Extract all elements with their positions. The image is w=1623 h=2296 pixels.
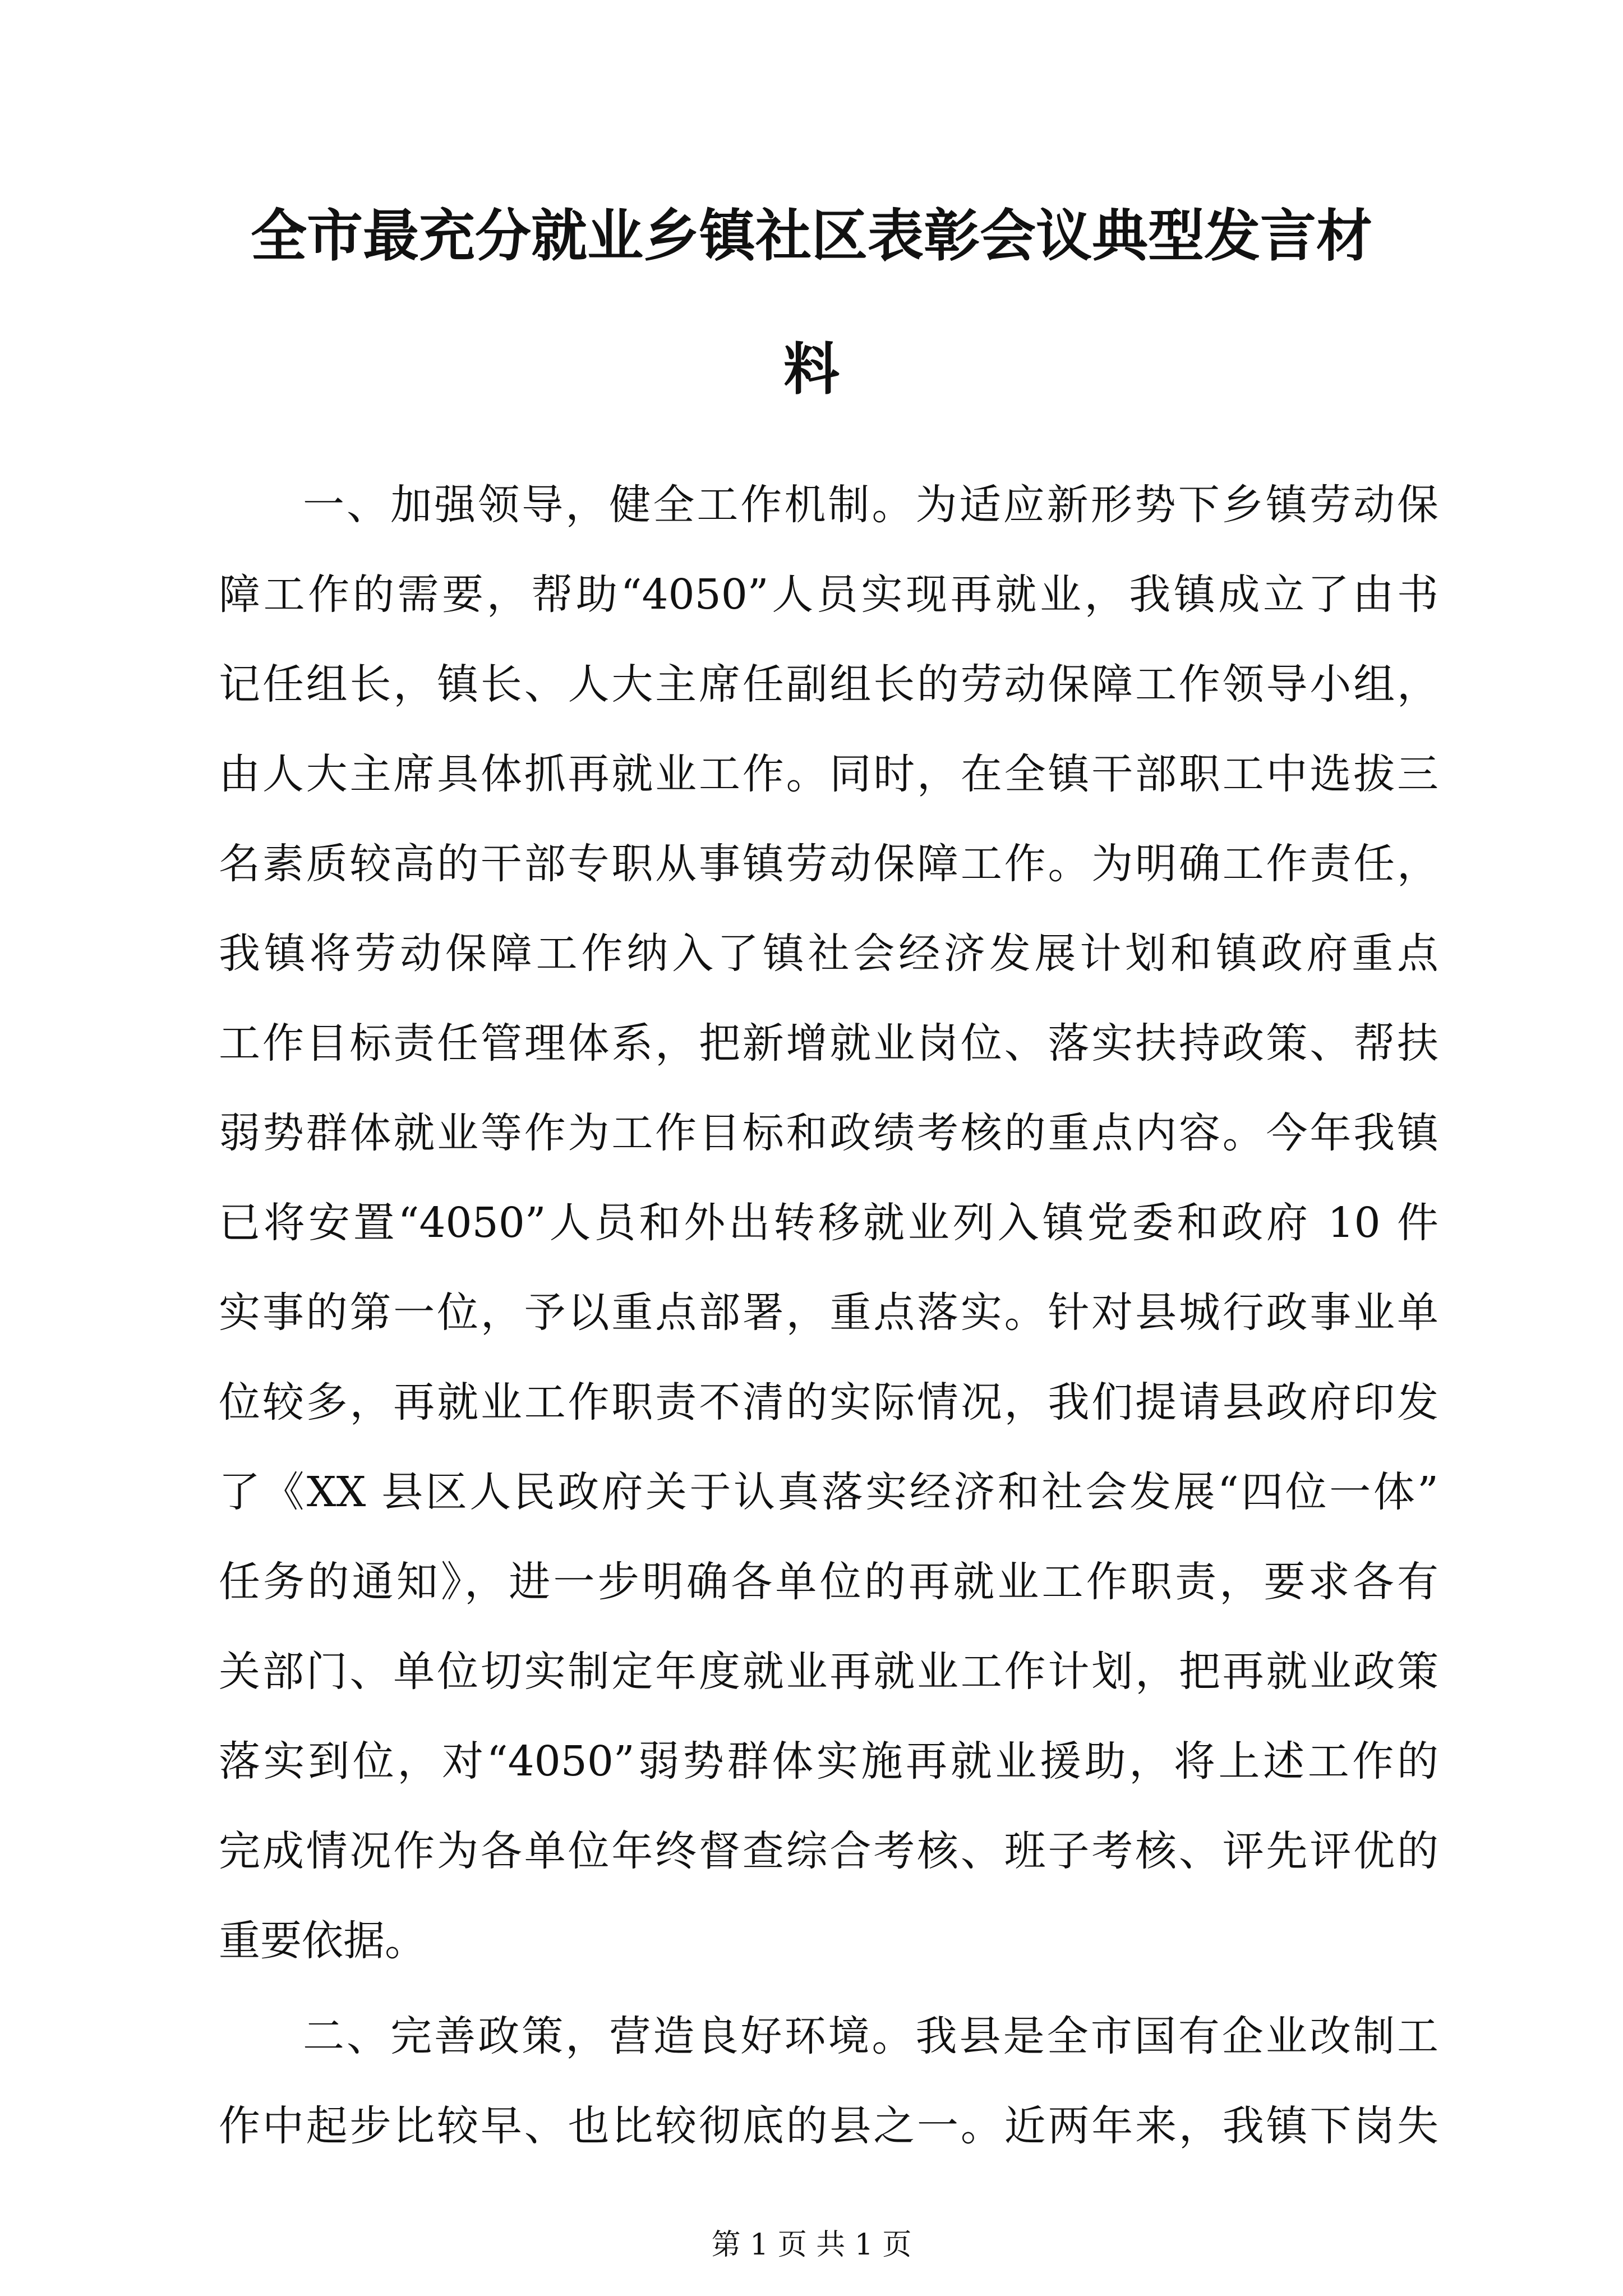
paragraph-line: 作中起步比较早、也比较彻底的县之一。近两年来，我镇下岗失 [219, 2102, 1438, 2150]
paragraph-line: 了《XX 县区人民政府关于认真落实经济和社会发展“四位一体” [219, 1468, 1438, 1516]
paragraph-line: 落实到位，对“4050”弱势群体实施再就业援助，将上述工作的 [219, 1737, 1438, 1786]
document-title-line-1: 全市最充分就业乡镇社区表彰会议典型发言材 [251, 203, 1372, 269]
document-title-line-2: 料 [783, 336, 840, 402]
paragraph-line: 关部门、单位切实制定年度就业再就业工作计划，把再就业政策 [219, 1648, 1438, 1696]
paragraph-line: 名素质较高的干部专职从事镇劳动保障工作。为明确工作责任， [219, 840, 1438, 888]
paragraph-line: 障工作的需要，帮助“4050”人员实现再就业，我镇成立了由书 [219, 570, 1438, 619]
paragraph-line: 由人大主席具体抓再就业工作。同时，在全镇干部职工中选拔三 [219, 750, 1438, 798]
paragraph-line: 工作目标责任管理体系，把新增就业岗位、落实扶持政策、帮扶 [219, 1019, 1438, 1068]
paragraph-line: 二、完善政策，营造良好环境。我县是全市国有企业改制工 [303, 2012, 1438, 2060]
paragraph-line: 重要依据。 [219, 1917, 426, 1965]
paragraph-line: 完成情况作为各单位年终督查综合考核、班子考核、评先评优的 [219, 1827, 1438, 1875]
page-footer: 第 1 页 共 1 页 [711, 2228, 912, 2262]
paragraph-line: 一、加强领导，健全工作机制。为适应新形势下乡镇劳动保 [303, 481, 1438, 529]
paragraph-line: 弱势群体就业等作为工作目标和政绩考核的重点内容。今年我镇 [219, 1109, 1438, 1157]
paragraph-line: 已将安置“4050”人员和外出转移就业列入镇党委和政府 10 件 [219, 1199, 1438, 1247]
paragraph-line: 任务的通知》，进一步明确各单位的再就业工作职责，要求各有 [219, 1558, 1438, 1606]
paragraph-line: 我镇将劳动保障工作纳入了镇社会经济发展计划和镇政府重点 [219, 930, 1438, 978]
paragraph-line: 位较多，再就业工作职责不清的实际情况，我们提请县政府印发 [219, 1378, 1438, 1427]
paragraph-line: 记任组长，镇长、人大主席任副组长的劳动保障工作领导小组， [219, 660, 1438, 708]
paragraph-line: 实事的第一位，予以重点部署，重点落实。针对县城行政事业单 [219, 1289, 1438, 1337]
